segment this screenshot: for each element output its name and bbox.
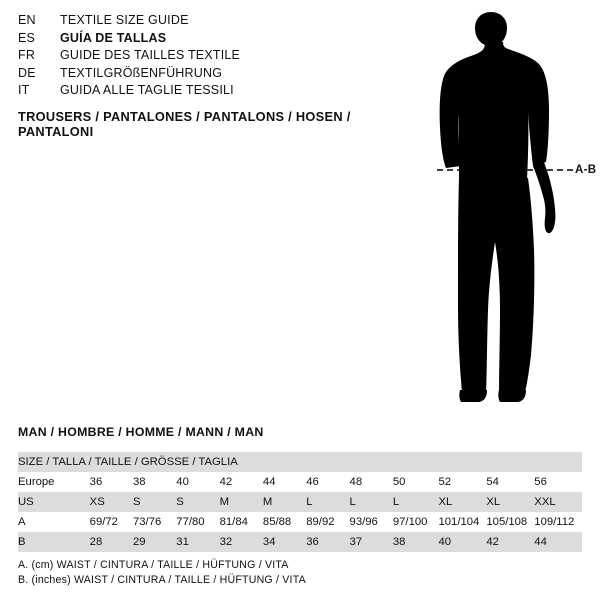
table-section-title: MAN / HOMBRE / HOMME / MANN / MAN xyxy=(18,425,264,439)
language-code-en: EN xyxy=(18,13,36,27)
table-cell: 52 xyxy=(438,476,452,488)
language-header xyxy=(18,14,418,139)
table-cell: 97/100 xyxy=(392,516,428,528)
table-cell: 40 xyxy=(176,476,189,488)
table-cell: S xyxy=(132,496,141,508)
language-code-de: DE xyxy=(18,65,36,80)
table-cell: S xyxy=(176,496,184,508)
table-cell: 109/112 xyxy=(534,516,575,528)
table-row-label: US xyxy=(18,496,34,508)
table-row-label: B xyxy=(18,536,26,548)
note-line-a: A. (cm) WAIST / CINTURA / TAILLE / HÜFTUNG / VITA xyxy=(18,559,289,571)
size-table xyxy=(18,452,582,552)
table-cell: L xyxy=(392,496,400,508)
measurement-label-ab: A-B xyxy=(575,164,597,176)
table-cell: 28 xyxy=(89,536,103,548)
table-cell: 46 xyxy=(306,476,319,488)
language-text-de: TEXTILGRÖßENFÜHRUNG xyxy=(60,65,223,80)
table-cell: XS xyxy=(89,496,105,508)
table-cell: 38 xyxy=(132,476,146,488)
table-row-label: Europe xyxy=(18,476,55,488)
table-cell: 29 xyxy=(132,536,146,548)
table-cell: M xyxy=(262,496,273,508)
language-row-de xyxy=(18,67,418,80)
male-silhouette-icon xyxy=(415,10,600,410)
garment-type-title: TROUSERS / PANTALONES / PANTALONS / HOSEN / PANTALONI xyxy=(18,108,351,139)
table-cell: 34 xyxy=(262,536,276,548)
table-cell: 50 xyxy=(392,476,406,488)
table-cell: XXL xyxy=(534,496,556,508)
language-text-es: GUÍA DE TALLAS xyxy=(60,30,167,45)
table-cell: 101/104 xyxy=(438,516,480,528)
table-cell: 38 xyxy=(392,536,406,548)
figure-illustration xyxy=(415,10,600,410)
table-cell: L xyxy=(306,496,313,508)
language-text-it: GUIDA ALLE TAGLIE TESSILI xyxy=(60,83,234,97)
table-row-label: SIZE / TALLA / TAILLE / GRÖSSE / TAGLIA xyxy=(18,456,238,468)
table-cell: 48 xyxy=(349,476,363,488)
table-cell: 44 xyxy=(534,536,547,548)
table-cell: 44 xyxy=(262,476,276,488)
table-cell: 36 xyxy=(89,476,103,488)
language-code-fr: FR xyxy=(18,48,36,62)
table-row xyxy=(18,532,582,552)
table-cell: 93/96 xyxy=(349,516,378,528)
note-line-b: B. (inches) WAIST / CINTURA / TAILLE / HÜFTUNG / VITA xyxy=(18,574,306,587)
table-cell: 56 xyxy=(534,476,547,488)
table-cell: 36 xyxy=(306,536,319,548)
table-cell: 77/80 xyxy=(176,516,205,528)
table-row xyxy=(18,452,582,472)
table-cell: 54 xyxy=(486,476,499,488)
language-row-fr xyxy=(18,49,418,62)
table-cell: 40 xyxy=(438,536,452,548)
language-row-it xyxy=(18,84,418,97)
table-row xyxy=(18,472,582,492)
table-cell: 85/88 xyxy=(262,516,292,528)
table-cell: 73/76 xyxy=(132,516,162,528)
measurement-notes xyxy=(18,558,306,589)
table-cell: 32 xyxy=(219,536,233,548)
table-cell: 42 xyxy=(219,476,233,488)
table-cell: XL xyxy=(486,496,501,508)
table-cell: L xyxy=(349,496,356,508)
table-cell: 31 xyxy=(176,536,189,548)
table-cell: 42 xyxy=(486,536,499,548)
table-cell: 69/72 xyxy=(89,516,118,528)
table-row-label: A xyxy=(18,516,26,528)
table-row xyxy=(18,512,582,532)
language-row-es xyxy=(18,32,418,45)
table-cell: 37 xyxy=(349,536,363,548)
language-text-fr: GUIDE DES TAILLES TEXTILE xyxy=(60,48,241,62)
table-cell: M xyxy=(219,496,230,508)
table-cell: 105/108 xyxy=(486,516,528,528)
language-text-en: TEXTILE SIZE GUIDE xyxy=(60,13,189,27)
table-row xyxy=(18,492,582,512)
language-row-en xyxy=(18,14,418,27)
language-code-it: IT xyxy=(18,83,30,97)
language-code-es: ES xyxy=(18,30,36,45)
table-cell: 81/84 xyxy=(219,516,248,528)
table-cell: XL xyxy=(438,496,453,508)
table-cell: 89/92 xyxy=(306,516,335,528)
